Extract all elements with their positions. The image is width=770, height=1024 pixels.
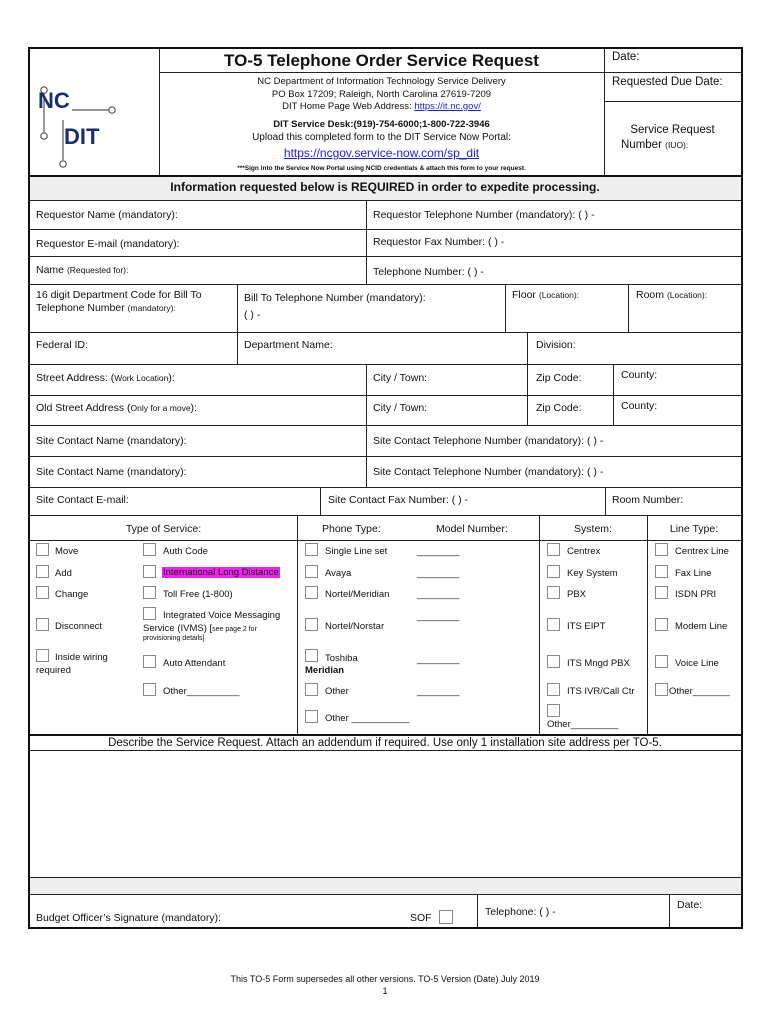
- change-label: Change: [55, 589, 89, 600]
- form-border-top: [28, 47, 742, 49]
- requestor-phone-field[interactable]: Requestor Telephone Number (mandatory): ( ) -: [373, 209, 595, 221]
- its-mngd-pbx-label: ITS Mngd PBX: [567, 658, 630, 669]
- form-border-bottom: [28, 927, 743, 929]
- street-label: Street Address: (: [36, 372, 115, 384]
- row-rule-8: [28, 456, 742, 457]
- dept-code-field[interactable]: [36, 302, 176, 314]
- col-rule-j: [605, 487, 606, 515]
- date-label: Date:: [612, 51, 640, 63]
- room-label: Room: [636, 289, 665, 301]
- bill-to-paren: ( ) -: [244, 309, 261, 321]
- header-model-number: Model Number:: [436, 523, 508, 535]
- change-checkbox[interactable]: [36, 586, 49, 599]
- notice-rule-bottom: [28, 200, 742, 201]
- other-service-checkbox[interactable]: [143, 683, 156, 696]
- supersedes-note: This TO-5 Form supersedes all other versions. TO-5 Version (Date) July 2019: [230, 974, 540, 984]
- other-system-label: Other_________: [547, 719, 619, 730]
- isdn-pri-checkbox[interactable]: [655, 586, 668, 599]
- row-rule-4: [28, 332, 742, 333]
- dept-code-label-2: Telephone Number: [36, 302, 125, 314]
- row-rule-7: [28, 425, 742, 426]
- other-line-label: Other_______: [669, 686, 730, 697]
- move-checkbox[interactable]: [36, 543, 49, 556]
- site-contact-phone-field-2[interactable]: Site Contact Telephone Number (mandatory): ( ) -: [373, 466, 604, 478]
- service-col-rule-3: [647, 515, 648, 735]
- requestor-name-field[interactable]: Requestor Name (mandatory):: [36, 209, 178, 221]
- key-system-checkbox[interactable]: [547, 565, 560, 578]
- row-rule-10: [28, 515, 742, 516]
- page-number: 1: [382, 986, 388, 996]
- old-city-town-field[interactable]: City / Town:: [373, 402, 428, 414]
- due-date-label: Requested Due Date:: [612, 76, 723, 88]
- add-label: Add: [55, 568, 72, 579]
- old-zip-code-field[interactable]: Zip Code:: [536, 402, 582, 414]
- sof-checkbox[interactable]: [439, 910, 453, 924]
- home-page-label: DIT Home Page Web Address:: [282, 101, 415, 112]
- header-date-rule: [604, 101, 741, 102]
- floor-label: Floor: [512, 289, 536, 301]
- sign-note: ***Sign into the Service Now Portal using NCID credentials & attach this form to your request.: [237, 165, 526, 172]
- name-label: Name: [36, 264, 65, 276]
- inside-wiring-checkbox[interactable]: [36, 649, 49, 662]
- sof-label: SOF: [410, 912, 432, 924]
- model-blank-1[interactable]: ________: [417, 546, 460, 557]
- pbx-label: PBX: [567, 589, 587, 600]
- band-rule-bottom: [28, 894, 742, 895]
- street-end: ):: [168, 372, 175, 384]
- city-town-field[interactable]: City / Town:: [373, 372, 428, 384]
- model-blank-5[interactable]: ________: [417, 654, 460, 665]
- other-system-checkbox[interactable]: [547, 704, 560, 717]
- other-phone-label: Other: [325, 686, 349, 697]
- toshiba-checkbox[interactable]: [305, 649, 318, 662]
- requestor-email-field[interactable]: Requestor E-mail (mandatory):: [36, 238, 180, 250]
- voice-line-label: Voice Line: [675, 658, 719, 669]
- col-rule-i: [320, 487, 321, 515]
- col-rule-a: [366, 200, 367, 284]
- room-location-field[interactable]: [636, 289, 707, 301]
- avaya-label: Avaya: [325, 568, 352, 579]
- voice-line-checkbox[interactable]: [655, 655, 668, 668]
- required-notice: Information requested below is REQUIRED in order to expedite processing.: [170, 180, 600, 194]
- dept-code-label-1: 16 digit Department Code for Bill To: [36, 289, 202, 301]
- floor-field[interactable]: [512, 289, 579, 301]
- other-service-label: Other__________: [163, 686, 240, 697]
- describe-text-area[interactable]: [30, 751, 741, 877]
- single-line-label: Single Line set: [325, 546, 388, 557]
- nortel-norstar-label: Nortel/Norstar: [325, 621, 385, 632]
- site-contact-fax-field[interactable]: Site Contact Fax Number: ( ) -: [328, 494, 469, 506]
- col-rule-d: [628, 284, 629, 332]
- division-field[interactable]: Division:: [536, 339, 576, 351]
- other-phone-2-label: Other ___________: [325, 713, 410, 724]
- telephone-number-field[interactable]: Telephone Number: ( ) -: [373, 266, 484, 278]
- room-number-field[interactable]: Room Number:: [612, 494, 684, 506]
- other-line-checkbox[interactable]: [655, 683, 668, 696]
- model-blank-2[interactable]: ________: [417, 568, 460, 579]
- site-contact-email-field[interactable]: Site Contact E-mail:: [36, 494, 129, 506]
- toll-free-checkbox[interactable]: [143, 586, 156, 599]
- service-col-rule-2: [539, 515, 540, 735]
- its-eipt-label: ITS EIPT: [567, 621, 606, 632]
- budget-signature-field[interactable]: Budget Officer’s Signature (mandatory):: [36, 912, 222, 924]
- toll-free-label: Toll Free (1-800): [163, 589, 233, 600]
- department-name-field[interactable]: Department Name:: [244, 339, 333, 351]
- add-checkbox[interactable]: [36, 565, 49, 578]
- header-divider-right: [604, 47, 605, 175]
- old-street-end: ):: [190, 402, 197, 414]
- single-line-checkbox[interactable]: [305, 543, 318, 556]
- old-street-field[interactable]: [36, 402, 197, 414]
- its-ivr-label: ITS IVR/Call Ctr: [567, 686, 635, 697]
- ivms-label-1: Integrated Voice Messaging: [163, 610, 281, 621]
- floor-sub-label: (Location):: [538, 290, 580, 300]
- county-field[interactable]: County:: [621, 369, 658, 381]
- disconnect-checkbox[interactable]: [36, 618, 49, 631]
- logo-dit-text: DIT: [64, 124, 100, 149]
- toshiba-label: Toshiba: [325, 653, 358, 664]
- service-desk-text: DIT Service Desk:(919)-754-6000;1-800-722-3946: [273, 119, 490, 130]
- header-line-1: NC Department of Information Technology Service Delivery: [257, 76, 506, 87]
- form-title: TO-5 Telephone Order Service Request: [224, 51, 539, 70]
- footer-date-field[interactable]: Date:: [677, 899, 703, 911]
- col-rule-f: [366, 364, 367, 487]
- footer-telephone-field[interactable]: Telephone: ( ) -: [485, 906, 556, 918]
- describe-heading: Describe the Service Request. Attach an addendum if required. Use only 1 installation site address per TO-5.: [108, 737, 662, 749]
- its-ivr-checkbox[interactable]: [547, 683, 560, 696]
- name-sub-label: (Requested for):: [66, 265, 129, 275]
- model-blank-4[interactable]: ________: [417, 611, 460, 622]
- move-label: Move: [55, 546, 79, 557]
- zip-code-field[interactable]: Zip Code:: [536, 372, 582, 384]
- col-rule-g: [527, 364, 528, 425]
- row-rule-3: [28, 284, 742, 285]
- service-header-rule: [28, 540, 742, 541]
- international-ld-checkbox[interactable]: [143, 565, 156, 578]
- nortel-meridian-checkbox[interactable]: [305, 586, 318, 599]
- portal-link[interactable]: https://ncgov.service-now.com/sp_dit: [283, 146, 480, 160]
- notice-rule-top: [28, 175, 742, 177]
- its-eipt-checkbox[interactable]: [547, 618, 560, 631]
- dept-code-sub-label: (mandatory):: [127, 303, 176, 313]
- avaya-checkbox[interactable]: [305, 565, 318, 578]
- col-rule-h: [613, 364, 614, 425]
- street-sub-label: Work Location: [114, 373, 169, 383]
- pbx-checkbox[interactable]: [547, 586, 560, 599]
- header-phone-type: Phone Type:: [322, 523, 381, 535]
- key-system-label: Key System: [567, 568, 618, 579]
- site-contact-phone-field-1[interactable]: Site Contact Telephone Number (mandatory): ( ) -: [373, 435, 604, 447]
- inside-wiring-label-2: required: [36, 665, 71, 676]
- number-label: Number: [621, 139, 662, 151]
- header-line-2: PO Box 17209; Raleigh, North Carolina 27619-7209: [271, 89, 492, 100]
- header-title-rule: [159, 72, 741, 73]
- iuo-label: (IUO):: [665, 140, 689, 150]
- modem-line-label: Modem Line: [675, 621, 728, 632]
- service-col-rule-1: [297, 515, 298, 735]
- auto-attendant-label: Auto Attendant: [163, 658, 226, 669]
- centrex-line-checkbox[interactable]: [655, 543, 668, 556]
- band-rule-top: [28, 877, 742, 878]
- header-system: System:: [574, 523, 612, 535]
- old-county-field[interactable]: County:: [621, 400, 658, 412]
- centrex-checkbox[interactable]: [547, 543, 560, 556]
- row-rule-6: [28, 395, 742, 396]
- col-rule-e: [527, 332, 528, 364]
- ivms-label-2: [143, 623, 257, 634]
- col-rule-b: [237, 284, 238, 364]
- service-request-number-label: [621, 139, 688, 151]
- inside-wiring-label: Inside wiring: [55, 652, 108, 663]
- header-line-3: [159, 101, 604, 112]
- footer-col-rule-2: [669, 894, 670, 927]
- logo-nc-text: NC: [38, 88, 70, 113]
- street-address-field[interactable]: [36, 372, 175, 384]
- room-sub-label: (Location):: [666, 290, 708, 300]
- bill-to-phone-field[interactable]: Bill To Telephone Number (mandatory):: [244, 292, 426, 304]
- isdn-pri-label: ISDN PRI: [675, 589, 717, 600]
- home-page-link[interactable]: https://it.nc.gov/: [414, 101, 481, 112]
- nortel-norstar-checkbox[interactable]: [305, 618, 318, 631]
- federal-id-field[interactable]: Federal ID:: [36, 339, 88, 351]
- auth-code-label: Auth Code: [163, 546, 208, 557]
- site-contact-name-field-2[interactable]: Site Contact Name (mandatory):: [36, 466, 187, 478]
- ivms-checkbox[interactable]: [143, 607, 156, 620]
- col-rule-c: [505, 284, 506, 332]
- header-line-type: Line Type:: [669, 523, 719, 535]
- header-type-of-service: Type of Service:: [125, 523, 202, 535]
- other-phone-2-checkbox[interactable]: [305, 710, 318, 723]
- centrex-line-label: Centrex Line: [675, 546, 729, 557]
- model-blank-6[interactable]: ________: [417, 686, 460, 697]
- auth-code-checkbox[interactable]: [143, 543, 156, 556]
- service-request-label: Service Request: [630, 124, 715, 136]
- site-contact-name-field-1[interactable]: Site Contact Name (mandatory):: [36, 435, 187, 447]
- name-requested-for-field[interactable]: [36, 264, 128, 276]
- old-street-sub-label: Only for a move: [130, 403, 191, 413]
- row-rule-2: [28, 256, 742, 257]
- requestor-fax-field[interactable]: Requestor Fax Number: ( ) -: [373, 236, 505, 248]
- ivms-see-page: see page 2 for: [212, 626, 257, 633]
- disconnect-label: Disconnect: [55, 621, 102, 632]
- model-blank-3[interactable]: ________: [417, 589, 460, 600]
- row-rule-1: [28, 229, 742, 230]
- ivms-provisioning: provisioning details]: [143, 635, 205, 642]
- meridian-label: Meridian: [305, 665, 345, 676]
- row-rule-5: [28, 364, 742, 365]
- ivms-service-text: Service (IVMS) [: [143, 623, 213, 634]
- nortel-meridian-label: Nortel/Meridian: [325, 589, 390, 600]
- auto-attendant-checkbox[interactable]: [143, 655, 156, 668]
- upload-text: Upload this completed form to the DIT Service Now Portal:: [252, 132, 511, 143]
- nc-dit-logo: [32, 80, 118, 170]
- row-rule-9: [28, 487, 742, 488]
- modem-line-checkbox[interactable]: [655, 618, 668, 631]
- fax-line-label: Fax Line: [675, 568, 712, 579]
- describe-rule-top: [28, 734, 742, 736]
- international-ld-label: International Long Distance: [163, 567, 279, 578]
- old-street-label: Old Street Address (: [36, 402, 131, 414]
- footer-col-rule-1: [477, 894, 478, 927]
- centrex-label: Centrex: [567, 546, 601, 557]
- fax-line-checkbox[interactable]: [655, 565, 668, 578]
- its-mngd-pbx-checkbox[interactable]: [547, 655, 560, 668]
- other-phone-checkbox[interactable]: [305, 683, 318, 696]
- gray-separator-band: [30, 877, 741, 894]
